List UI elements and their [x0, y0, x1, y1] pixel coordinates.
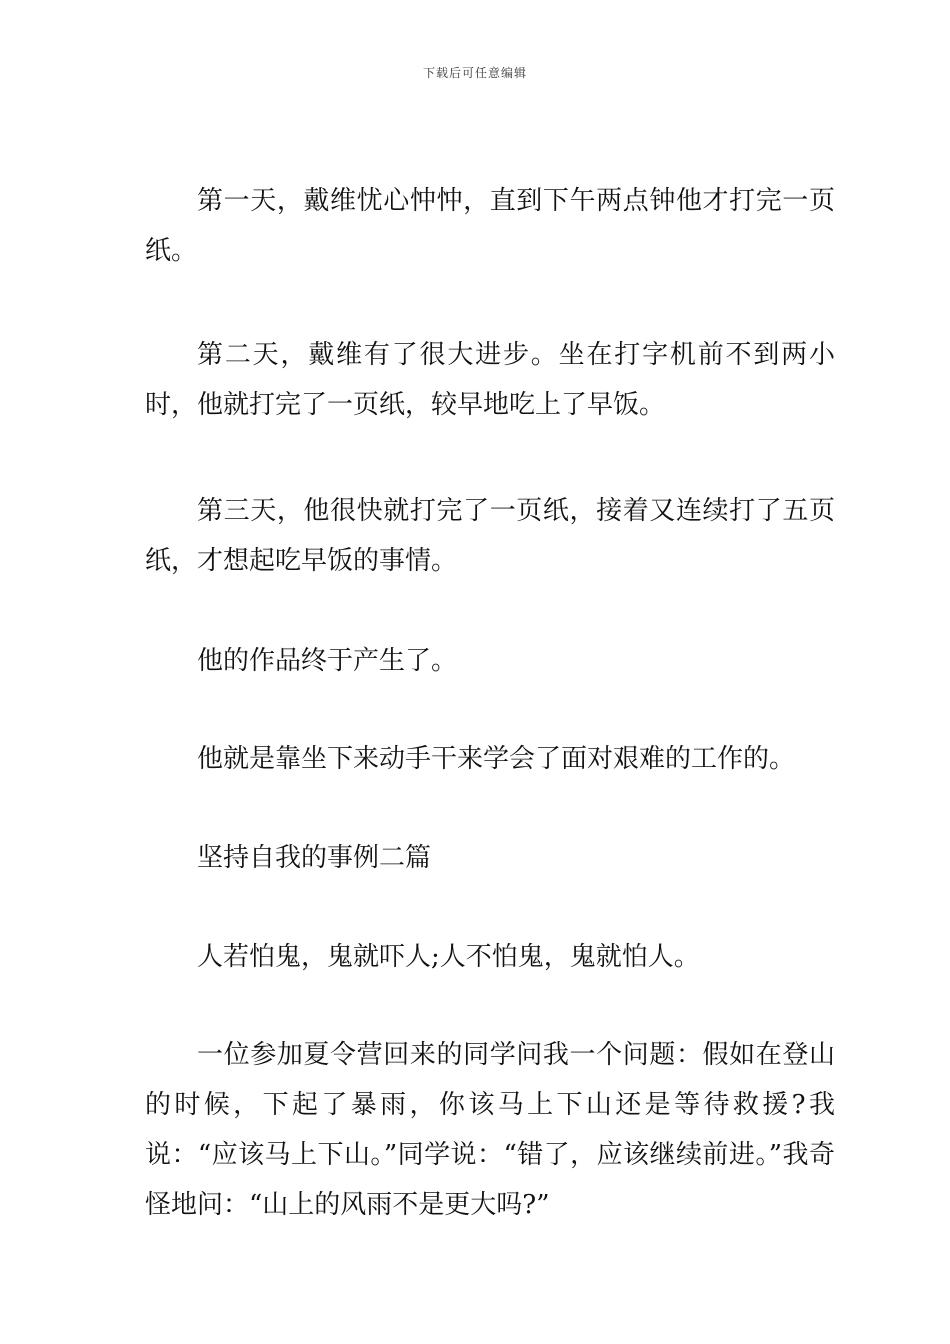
- paragraph-conclusion: 他就是靠坐下来动手干来学会了面对艰难的工作的。: [197, 744, 796, 774]
- paragraph-proverb: 人若怕鬼，鬼就吓人;人不怕鬼，鬼就怕人。: [197, 942, 700, 972]
- paragraph-dialogue: 一位参加夏令营回来的同学问我一个问题：假如在登山的时候，下起了暴雨，你该马上下山还是等待救援?我说：“应该马上下山。”同学说：“错了，应该继续前进。”我奇怪地问：“山上的风雨不是更大吗?”: [145, 1040, 835, 1220]
- document-body: [145, 176, 835, 1274]
- paragraph-day-two: 第二天，戴维有了很大进步。坐在打字机前不到两小时，他就打完了一页纸，较早地吃上了早饭。: [145, 340, 835, 420]
- paragraph-day-one: 第一天，戴维忧心忡忡，直到下午两点钟他才打完一页纸。: [145, 186, 835, 266]
- paragraph-day-three: 第三天，他很快就打完了一页纸，接着又连续打了五页纸，才想起吃早饭的事情。: [145, 496, 835, 576]
- page-header: 下载后可任意编辑: [422, 66, 527, 80]
- paragraph-work-produced: 他的作品终于产生了。: [197, 646, 458, 676]
- section-title: 坚持自我的事例二篇: [197, 843, 432, 873]
